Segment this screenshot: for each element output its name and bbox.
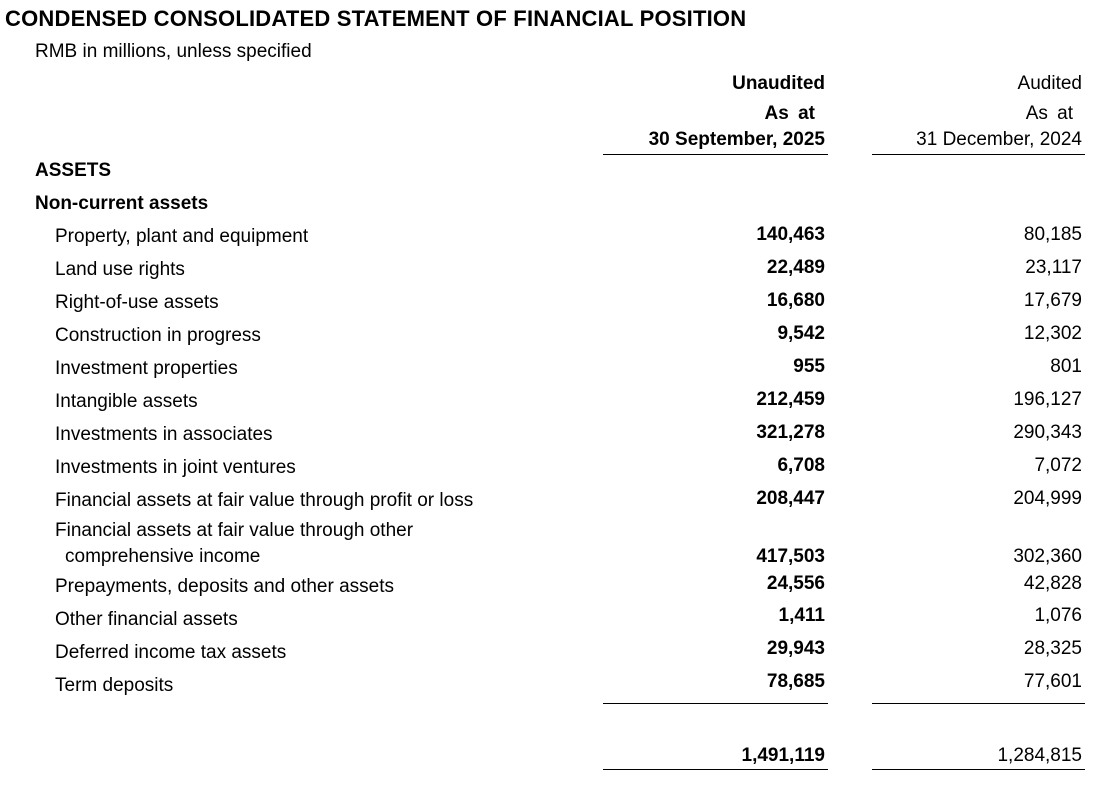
- total-prior: 1,284,815: [997, 745, 1082, 766]
- row-label: Investment properties: [55, 358, 238, 379]
- row-label: [55, 520, 413, 568]
- value-prior: 204,999: [1013, 488, 1082, 509]
- row-label-line2: comprehensive income: [65, 546, 261, 567]
- value-prior: 302,360: [1013, 546, 1082, 567]
- value-current: 22,489: [766, 257, 825, 278]
- value-prior: 77,601: [1023, 671, 1082, 692]
- row-label: Construction in progress: [55, 325, 261, 346]
- value-current: 16,680: [766, 290, 825, 311]
- value-current: 29,943: [766, 638, 825, 659]
- value-current: 208,447: [756, 488, 825, 509]
- col2-subtotal-rule: [872, 703, 1085, 704]
- col1-as-at: As at: [764, 103, 815, 124]
- row-label: Term deposits: [55, 675, 174, 696]
- value-current: 1,411: [778, 605, 825, 626]
- col2-date: 31 December, 2024: [916, 129, 1082, 150]
- value-current: 321,278: [756, 422, 825, 443]
- value-prior: 28,325: [1023, 638, 1082, 659]
- value-prior: 80,185: [1023, 224, 1082, 245]
- value-current: 955: [793, 356, 825, 377]
- row-label: Right-of-use assets: [55, 292, 219, 313]
- value-prior: 290,343: [1013, 422, 1082, 443]
- value-current: 78,685: [766, 671, 825, 692]
- value-prior: 801: [1050, 356, 1082, 377]
- row-label: Deferred income tax assets: [55, 642, 287, 663]
- row-label: Investments in associates: [55, 424, 273, 445]
- value-current: 6,708: [777, 455, 825, 476]
- value-current: 9,542: [777, 323, 825, 344]
- col2-as-at: As at: [1025, 103, 1073, 124]
- row-label-line1: Financial assets at fair value through other: [55, 520, 414, 541]
- col1-status: Unaudited: [732, 73, 825, 94]
- row-label: Other financial assets: [55, 609, 238, 630]
- col2-header-rule: [872, 154, 1085, 155]
- row-label: Land use rights: [55, 259, 185, 280]
- row-label: Financial assets at fair value through profit or loss: [55, 490, 474, 511]
- units-note: RMB in millions, unless specified: [35, 41, 312, 62]
- col1-total-rule: [603, 769, 828, 770]
- row-label: Intangible assets: [55, 391, 198, 412]
- value-prior: 1,076: [1034, 605, 1082, 626]
- row-label: Prepayments, deposits and other assets: [55, 576, 395, 597]
- value-prior: 42,828: [1023, 573, 1082, 594]
- total-current: 1,491,119: [741, 745, 825, 766]
- row-label: Property, plant and equipment: [55, 226, 309, 247]
- document-title: CONDENSED CONSOLIDATED STATEMENT OF FINANCIAL POSITION: [5, 6, 747, 31]
- value-current: 417,503: [756, 546, 825, 567]
- row-label: Investments in joint ventures: [55, 457, 296, 478]
- value-current: 212,459: [756, 389, 825, 410]
- section-assets: ASSETS: [35, 160, 112, 181]
- col1-date: 30 September, 2025: [648, 129, 825, 150]
- value-prior: 196,127: [1013, 389, 1082, 410]
- col1-subtotal-rule: [603, 703, 828, 704]
- col2-status: Audited: [1017, 73, 1082, 94]
- col1-header-rule: [603, 154, 828, 155]
- value-current: 24,556: [766, 573, 825, 594]
- col2-total-rule: [872, 769, 1085, 770]
- section-non-current-assets: Non-current assets: [35, 193, 209, 214]
- value-prior: 7,072: [1034, 455, 1082, 476]
- value-prior: 12,302: [1023, 323, 1082, 344]
- value-prior: 23,117: [1025, 257, 1082, 278]
- value-prior: 17,679: [1023, 290, 1082, 311]
- value-current: 140,463: [756, 224, 825, 245]
